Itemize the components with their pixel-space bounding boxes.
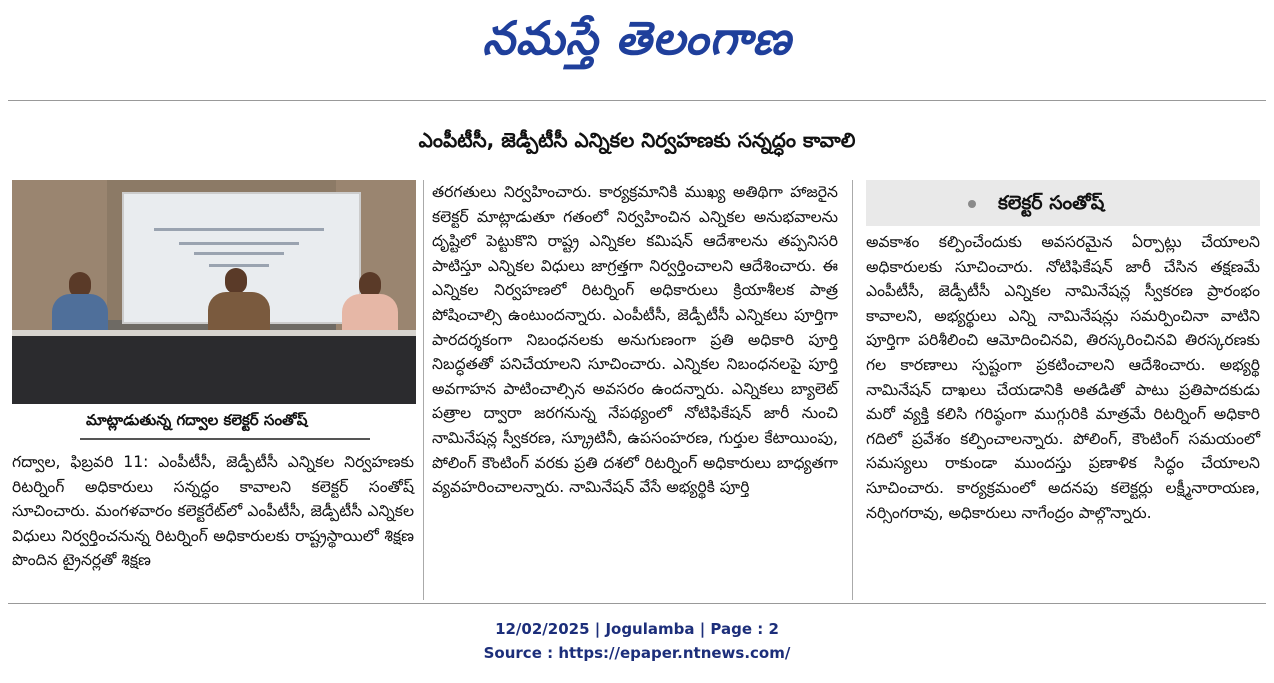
article-paragraph: అవకాశం కల్పించేందుకు అవసరమైన ఏర్పాట్లు చేయాలని అధికారులకు సూచించారు. నోటిఫికేషన్ జారీ చేసిన తక్షణమే ఎంపీటీసీ, జెడ్పీటీసీ ఎన్నికల నామినేషన్ల స్వీకరణ ప్రారంభం కావాలని, అభ్యర్థులు ఎన్ని నామినేషన్లు సమర్పించినా వాటిని పూర్తిగా పరిశీలించి ఆమోదించినవి, తిరస్కరించినవి తిరస్కరణకు గల కారణాలు స్పష్టంగా ప్రకటించాలని ఆదేశించారు. అభ్యర్థి నామినేషన్ దాఖలు చేయడానికి అతడితో పాటు ప్రతిపాదకుడు మరో వ్యక్తి కలిసి గరిష్ఠంగా ముగ్గురికి మాత్రమే రిటర్నింగ్ అధికారి గదిలో ప్రవేశం కల్పించాలన్నారు. పోలింగ్, కౌంటింగ్ సమయంలో సమస్యలు రాకుండా ముందస్తు ప్రణాళిక సిద్ధం చేయాలని సూచించారు. కార్యక్రమంలో అదనపు కలెక్టర్లు లక్ష్మీనారాయణ, నర్సింగరావు, అధికారులు నాగేంద్రం పాల్గొన్నారు. [866, 233, 1260, 522]
bullet-dot-icon [968, 200, 976, 208]
article-column-1 [12, 450, 414, 573]
edition-info: 12/02/2025 | Jogulamba | Page : 2 [495, 620, 779, 638]
article-column-2 [432, 180, 838, 500]
photo-caption: మాట్లాడుతున్న గద్వాల కలెక్టర్ సంతోష్ [86, 411, 308, 429]
headline: ఎంపీటీసీ, జెడ్పీటీసీ ఎన్నికల నిర్వహణకు సన్నద్ధం కావాలి [418, 128, 856, 152]
article-paragraph: తరగతులు నిర్వహించారు. కార్యక్రమానికి ముఖ్య అతిథిగా హాజరైన కలెక్టర్ మాట్లాడుతూ గతంలో నిర్వహించిన ఎన్నికల అనుభవాలను దృష్టిలో పెట్టుకొని రాష్ట్ర ఎన్నికల కమిషన్ ఆదేశాలను తప్పనిసరి పాటిస్తూ ఎన్నికల విధులు జాగ్రత్తగా నిర్వర్తించాలని ఆదేశించారు. ఈ ఎన్నికల నిర్వహణలో రిటర్నింగ్ అధికారులు క్రియాశీలక పాత్ర పోషించాల్సి ఉంటుందన్నారు. ఎంపీటీసీ, జెడ్పీటీసీ ఎన్నికలు పూర్తిగా పారదర్శకంగా నిబంధనలకు అనుగుణంగా ప్రతి అధికారి పూర్తి నిబద్ధతతో పనిచేయాలని సూచించారు. ఎన్నికల నిబంధనలపై పూర్తి అవగాహన పాటించాల్సిన అవసరం ఉందన్నారు. ఎన్నికలు బ్యాలెట్ పత్రాల ద్వారా జరగనున్న నేపథ్యంలో నోటిఫికేషన్ జారీ నుంచి నామినేషన్ల స్వీకరణ, స్క్రూటినీ, ఉపసంహరణ, గుర్తుల కేటాయింపు, పోలింగ్ కౌంటింగ్ వరకు ప్రతి దశలో రిటర్నింగ్ అధికారులు బాధ్యతగా వ్యవహరించాలన్నారు. నామినేషన్ వేసే అభ్యర్థికి పూర్తి [432, 183, 838, 497]
column-divider [423, 180, 424, 600]
news-photo [12, 180, 416, 404]
subheading-box [866, 180, 1260, 226]
newspaper-logo: నమస్తే తెలంగాణ [482, 11, 792, 65]
subheading: కలెక్టర్ సంతోష్ [998, 192, 1105, 214]
masthead [0, 2, 1274, 74]
source-link[interactable]: Source : https://epaper.ntnews.com/ [483, 644, 791, 662]
top-rule [8, 100, 1266, 101]
photo-desk [12, 336, 416, 404]
column-divider [852, 180, 853, 600]
article-column-3 [866, 230, 1260, 525]
caption-rule [80, 438, 370, 440]
article-paragraph: గద్వాల, ఫిబ్రవరి 11: ఎంపీటీసీ, జెడ్పీటీసీ ఎన్నికల నిర్వహణకు రిటర్నింగ్ అధికారులు సన్నద్ధం కావాలని కలెక్టర్ సంతోష్ సూచించారు. మంగళవారం కలెక్టరేట్‌లో ఎంపీటీసీ, జెడ్పీటీసీ ఎన్నికల విధులు నిర్వర్తించనున్న రిటర్నింగ్ అధికారులకు రాష్ట్రస్థాయిలో శిక్షణ పొందిన ట్రైనర్లతో శిక్షణ [12, 453, 414, 570]
bottom-rule [8, 603, 1266, 604]
